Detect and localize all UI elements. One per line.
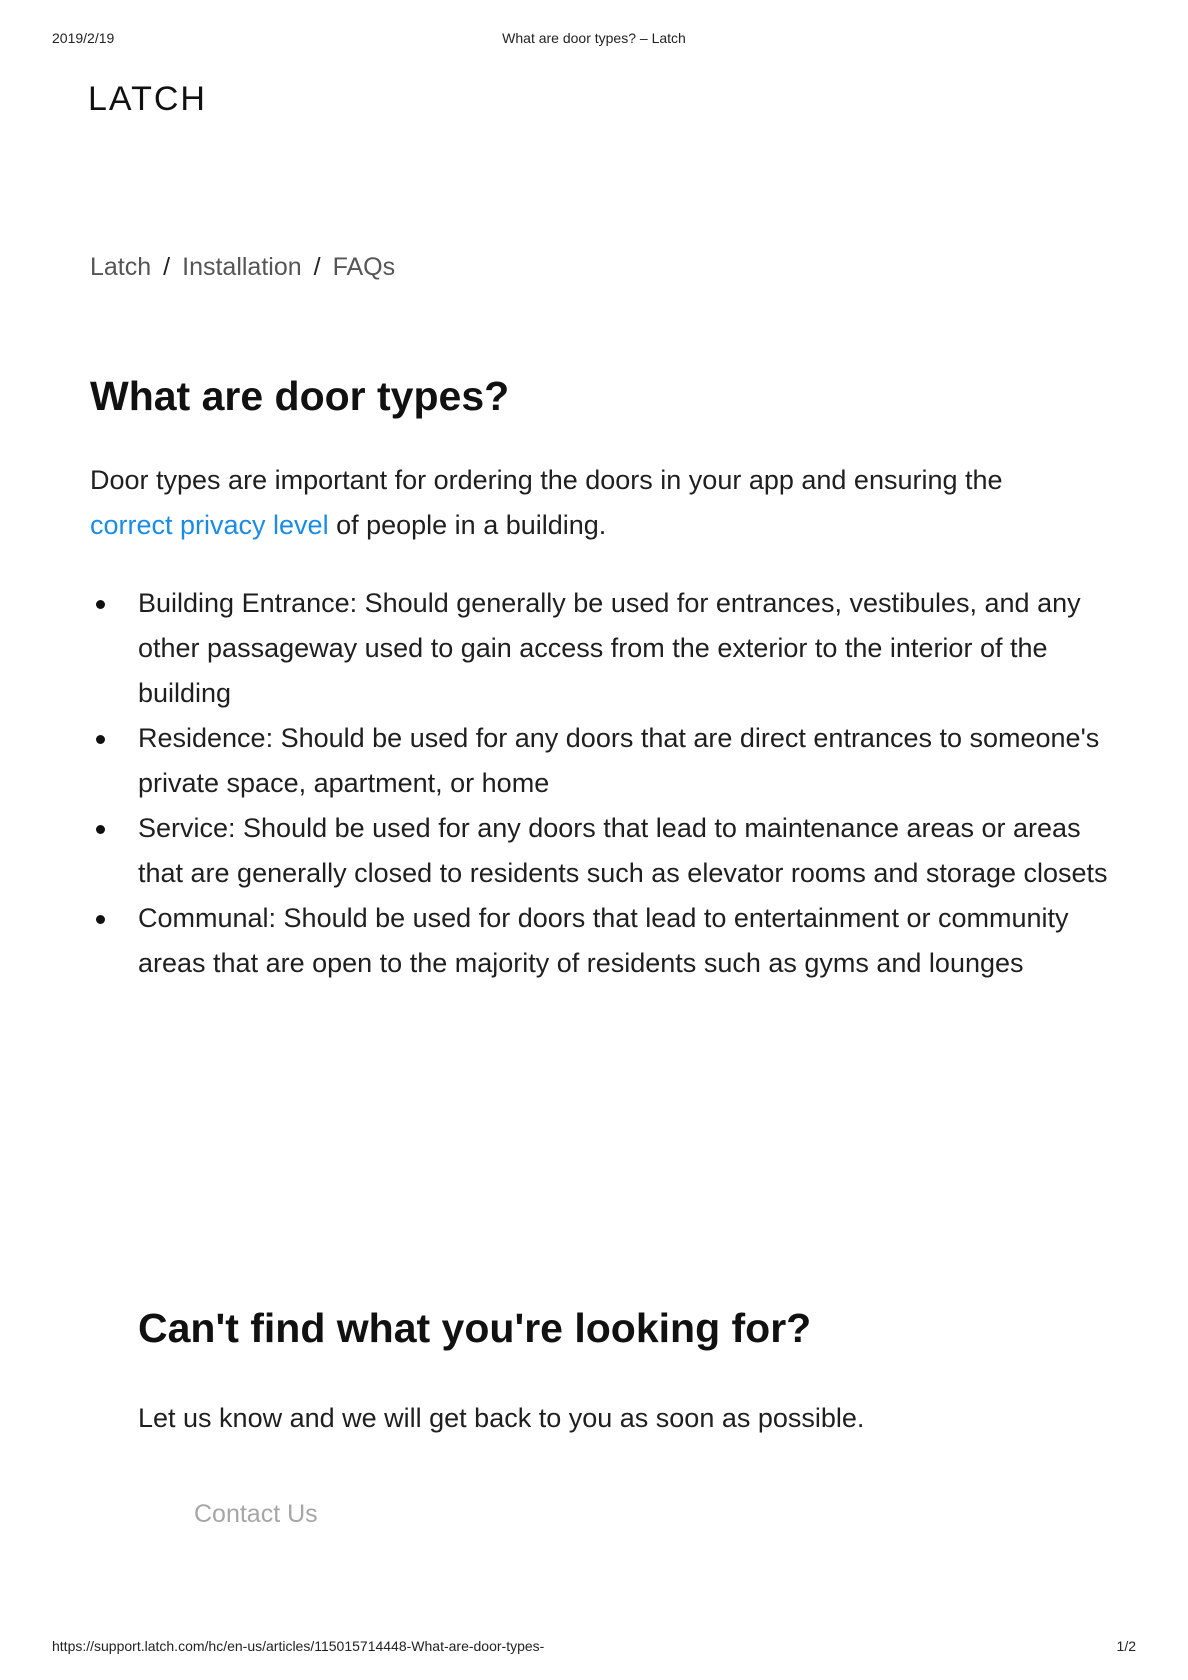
- print-header: [52, 30, 1136, 50]
- latch-logo[interactable]: LATCH: [88, 80, 207, 118]
- list-item-text: Residence: Should be used for any doors that are direct entrances to someone's private space, apartment, or home: [138, 723, 1100, 798]
- intro-text-before: Door types are important for ordering the doors in your app and ensuring the: [90, 465, 1003, 495]
- list-item-text: Building Entrance: Should generally be used for entrances, vestibules, and any other passageway used to gain access from the exterior to the interior of the building: [138, 588, 1081, 708]
- print-title: What are door types? – Latch: [502, 30, 686, 46]
- breadcrumb: [90, 253, 395, 282]
- cta-text: Let us know and we will get back to you as soon as possible.: [138, 1403, 865, 1433]
- print-url: https://support.latch.com/hc/en-us/articles/115015714448-What-are-door-types-: [52, 1638, 545, 1654]
- breadcrumb-separator: /: [313, 253, 321, 281]
- print-footer: [52, 1638, 1136, 1658]
- list-item-building-entrance: [90, 581, 1110, 716]
- breadcrumb-item-latch[interactable]: Latch: [90, 253, 152, 281]
- print-page-number: 1/2: [1116, 1638, 1136, 1654]
- bullet-icon: [96, 600, 105, 609]
- bullet-icon: [96, 915, 105, 924]
- list-item-text: Service: Should be used for any doors that lead to maintenance areas or areas that are generally closed to residents such as elevator rooms and storage closets: [138, 813, 1108, 888]
- contact-us-button[interactable]: Contact Us: [194, 1500, 318, 1528]
- bullet-icon: [96, 825, 105, 834]
- cta-title: Can't find what you're looking for?: [138, 1305, 812, 1351]
- bullet-icon: [96, 735, 105, 744]
- door-types-list: [90, 581, 1110, 986]
- list-item-residence: [90, 716, 1110, 806]
- print-date: 2019/2/19: [52, 30, 115, 46]
- privacy-level-link[interactable]: correct privacy level: [90, 510, 329, 540]
- list-item-service: [90, 806, 1110, 896]
- list-item-text: Communal: Should be used for doors that lead to entertainment or community areas that are open to the majority of residents such as gyms and lounges: [138, 903, 1069, 978]
- breadcrumb-item-faqs[interactable]: FAQs: [332, 253, 396, 281]
- intro-text-after: of people in a building.: [328, 510, 607, 540]
- breadcrumb-separator: /: [163, 253, 171, 281]
- article-intro: [90, 458, 1090, 548]
- list-item-communal: [90, 896, 1110, 986]
- breadcrumb-item-installation[interactable]: Installation: [182, 253, 302, 281]
- article-title: What are door types?: [90, 373, 510, 419]
